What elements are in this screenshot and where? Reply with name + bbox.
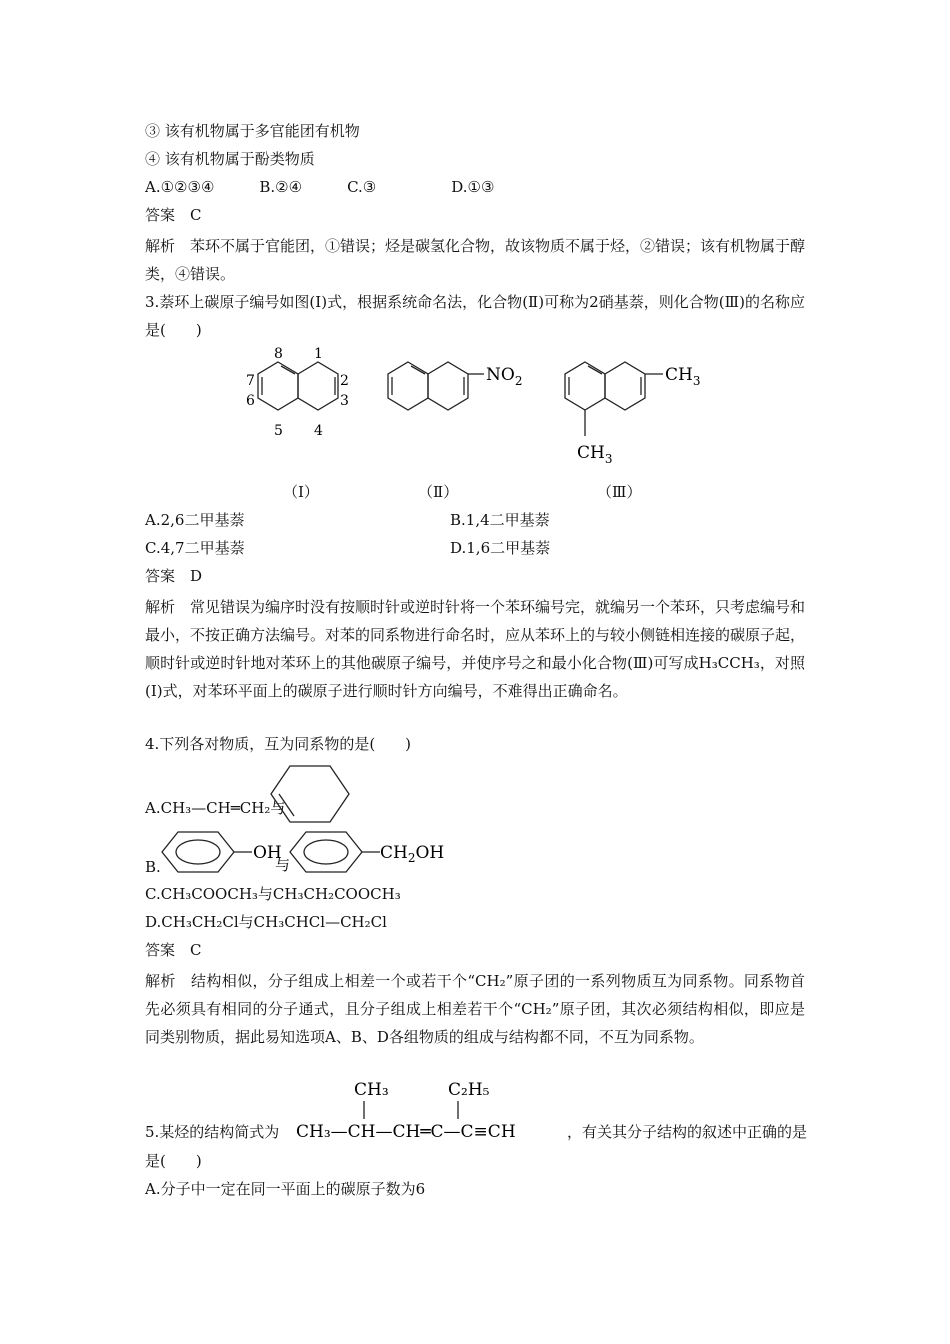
no2-text: NO — [486, 365, 515, 385]
label-I: （Ⅰ） — [283, 483, 319, 501]
q5-stem-line2: 是( ) — [145, 1152, 202, 1170]
nitronaphthalene-figure — [380, 350, 540, 430]
q4-option-b-prefix: B. — [145, 858, 161, 876]
q4-option-a: A.CH₃—CH═CH₂与 — [145, 799, 286, 817]
ch2-sub: 2 — [407, 851, 416, 865]
num-3: 3 — [340, 393, 349, 409]
q3-analysis: 解析 常见错误为编序时没有按顺时针或逆时针将一个苯环编号完，就编另一个苯环，只考虑编号和最小，不按正确方法编号。对苯的同系物进行命名时，应从苯环上的与较小侧链相连接的碳原子起，顺时针或逆时针地对苯环上的其他碳原子编号，并使序号之和最小化合物(Ⅲ)可写成H₃CCH₃，对照(Ⅰ)式，对苯环平面上的碳原子进行顺时针方向编号，不难得出正确命名。 — [145, 598, 806, 700]
q3-answer: 答案 D — [145, 567, 203, 585]
q5-stem-suffix: ，有关其分子结构的叙述中正确的是 — [567, 1123, 808, 1141]
q2-options: A.①②③④ B.②④ C.③ D.①③ — [145, 178, 495, 196]
q2-statement-4: ④ 该有机物属于酚类物质 — [145, 150, 315, 168]
q4-stem: 4.下列各对物质，互为同系物的是( ) — [145, 735, 412, 753]
svg-text:CH3 — [665, 365, 700, 388]
q3-option-a: A.2,6二甲基萘 — [145, 511, 245, 529]
num-4: 4 — [314, 423, 323, 439]
q4-option-d: D.CH₃CH₂Cl与CH₃CHCl—CH₂Cl — [145, 913, 387, 931]
q5-structure-figure — [292, 1075, 562, 1145]
num-1: 1 — [314, 346, 323, 362]
cyclohexene-figure — [265, 760, 355, 830]
q4-analysis: 解析 结构相似，分子组成上相差一个或若干个“CH₂”原子团的一系列物质互为同系物。同系物首先必须具有相同的分子通式，且分子组成上相差若干个“CH₂”原子团，其次必须结构相似，即应是同类别物质，据此易知选项A、B、D各组物质的组成与结构都不同，不互为同系物。 — [145, 972, 805, 1046]
q3-option-d: D.1,6二甲基萘 — [450, 539, 551, 557]
q5-option-a: A.分子中一定在同一平面上的碳原子数为6 — [145, 1180, 426, 1198]
q2-statement-3: ③ 该有机物属于多官能团有机物 — [145, 122, 360, 140]
label-II: （Ⅱ） — [418, 483, 459, 501]
q5-branch-ch3: CH₃ — [354, 1080, 389, 1100]
q3-option-b: B.1,4二甲基萘 — [450, 511, 550, 529]
ch3-sub-b: 3 — [604, 452, 613, 466]
ch3-sub-a: 3 — [692, 374, 701, 388]
label-III: （Ⅲ） — [597, 483, 642, 501]
num-7: 7 — [246, 373, 255, 389]
oh-text: OH — [253, 843, 282, 863]
ch3-text-a: CH — [665, 365, 693, 385]
oh-end: OH — [415, 843, 445, 863]
q5-stem-prefix: 5.某烃的结构简式为 — [145, 1123, 280, 1141]
svg-text:CH3 — [577, 443, 612, 466]
dimethylnaphthalene-figure — [555, 350, 735, 470]
svg-text:NO2 — [486, 365, 522, 388]
q2-analysis: 解析 苯环不属于官能团，①错误；烃是碳氢化合物，故该物质不属于烃，②错误；该有机物属于醇类，④错误。 — [145, 237, 806, 283]
ch3-text-b: CH — [577, 443, 605, 463]
q4-option-c: C.CH₃COOCH₃与CH₃CH₂COOCH₃ — [145, 885, 401, 903]
and-text: 与 — [275, 856, 291, 874]
phenol-benzylalcohol-figure — [158, 826, 448, 878]
num-8: 8 — [274, 346, 283, 362]
ch2-text: CH — [380, 843, 408, 863]
q3-option-c: C.4,7二甲基萘 — [145, 539, 245, 557]
num-5: 5 — [274, 423, 283, 439]
q5-branch-c2h5: C₂H₅ — [448, 1080, 490, 1100]
naphthalene-numbering-figure — [240, 340, 360, 450]
num-2: 2 — [340, 373, 349, 389]
num-6: 6 — [246, 393, 255, 409]
q4-answer: 答案 C — [145, 941, 202, 959]
svg-text:CH2OH — [380, 843, 444, 865]
q2-answer: 答案 C — [145, 206, 202, 224]
no2-sub: 2 — [514, 374, 523, 388]
q5-main-chain: CH₃—CH—CH═C—C≡CH — [296, 1122, 516, 1142]
q3-stem: 3.萘环上碳原子编号如图(Ⅰ)式，根据系统命名法，化合物(Ⅱ)可称为2硝基萘，则化合物(Ⅲ)的名称应是( ) — [145, 293, 805, 339]
